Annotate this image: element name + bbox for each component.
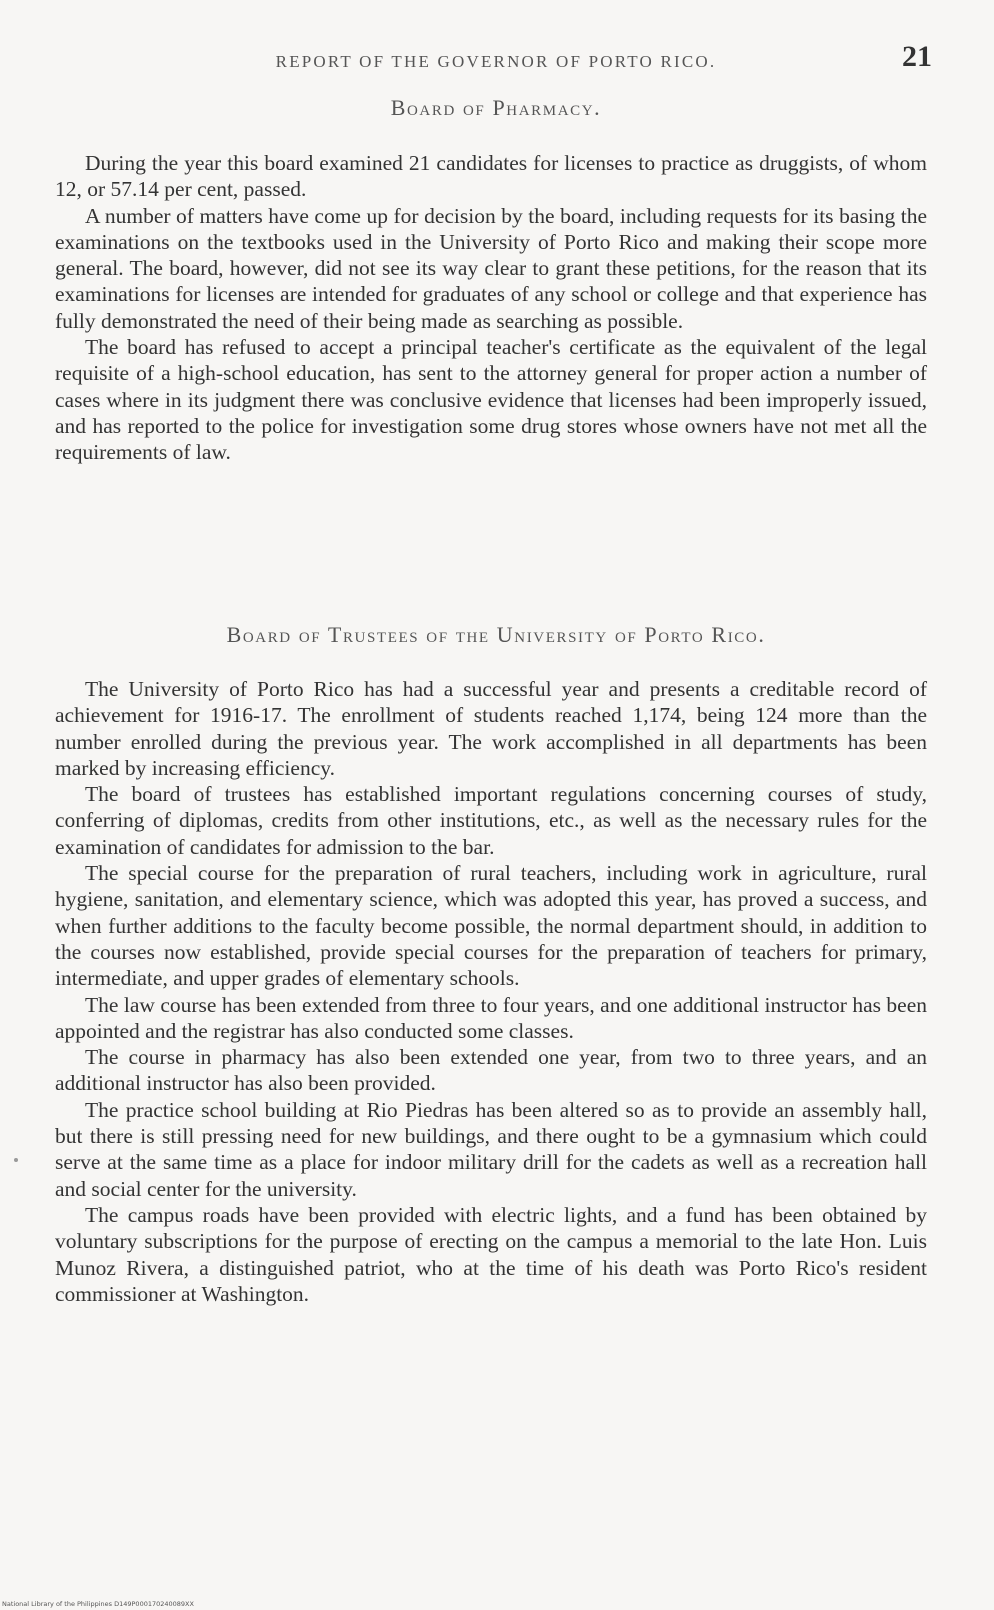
margin-dot — [14, 1158, 18, 1162]
running-title: REPORT OF THE GOVERNOR OF PORTO RICO. — [275, 52, 717, 71]
paragraph: The course in pharmacy has also been extended one year, from two to three years, and an additional instructor has also been provided. — [55, 1045, 927, 1096]
section-heading-board-of-trustees: Board of Trustees of the University of Porto Rico. — [226, 622, 766, 647]
paragraph: The practice school building at Rio Piedras has been altered so as to provide an assembly hall, but there is still pressing need for new buildings, and there ought to be a gymnasium which could serve at the same time as a place for indoor military drill for the cadets as well as a recreation hall and social center for the university. — [55, 1097, 927, 1201]
library-footer-note: National Library of the Philippines D149P000170240089XX — [2, 1600, 194, 1608]
paragraph: The special course for the preparation of rural teachers, including work in agriculture, rural hygiene, sanitation, and elementary science, which was adopted this year, has proved a success, and when further additions to the faculty become possible, the normal department should, in addition to the courses now established, provide special courses for the preparation of teachers for primary, intermediate, and upper grades of elementary schools. — [55, 861, 927, 991]
paragraph: The board of trustees has established important regulations concerning courses of study, conferring of diplomas, credits from other institutions, etc., as well as the necessary rules for the examination of candidates for admission to the bar. — [55, 782, 927, 859]
section-heading-board-of-pharmacy: Board of Pharmacy. — [390, 95, 602, 120]
paragraph: During the year this board examined 21 candidates for licenses to practice as druggists, of whom 12, or 57.14 per cent, passed. — [55, 151, 927, 202]
paragraph: The campus roads have been provided with electric lights, and a fund has been obtained by voluntary subscriptions for the purpose of erecting on the campus a memorial to the late Hon. Luis Munoz Rivera, a distinguished patriot, who at the time of his death was Porto Rico's resident commissioner at Washington. — [55, 1202, 927, 1306]
running-head — [60, 40, 932, 80]
paragraph: A number of matters have come up for decision by the board, including requests for its basing the examinations on the textbooks used in the University of Porto Rico and making their scope more general. The board, however, did not see its way clear to grant these petitions, for the reason that its examinations for licenses are intended for graduates of any school or college and that experience has fully demonstrated the need of their being made as searching as possible. — [55, 203, 927, 333]
paragraph: The law course has been extended from three to four years, and one additional instructor has been appointed and the registrar has also conducted some classes. — [55, 992, 927, 1043]
paragraph: The board has refused to accept a principal teacher's certificate as the equivalent of the legal requisite of a high-school education, has sent to the attorney general for proper action a number of cases where in its judgment there was conclusive evidence that licenses had been improperly issued, and has reported to the police for investigation some drug stores whose owners have not met all the requirements of law. — [55, 335, 927, 465]
paragraph: The University of Porto Rico has had a successful year and presents a creditable record of achievement for 1916-17. The enrollment of students reached 1,174, being 124 more than the number enrolled during the previous year. The work accomplished in all departments has been marked by increasing efficiency. — [55, 677, 927, 780]
page-number: 21 — [902, 40, 932, 73]
section-body-board-of-pharmacy — [55, 150, 927, 466]
section-body-board-of-trustees — [55, 676, 927, 1307]
